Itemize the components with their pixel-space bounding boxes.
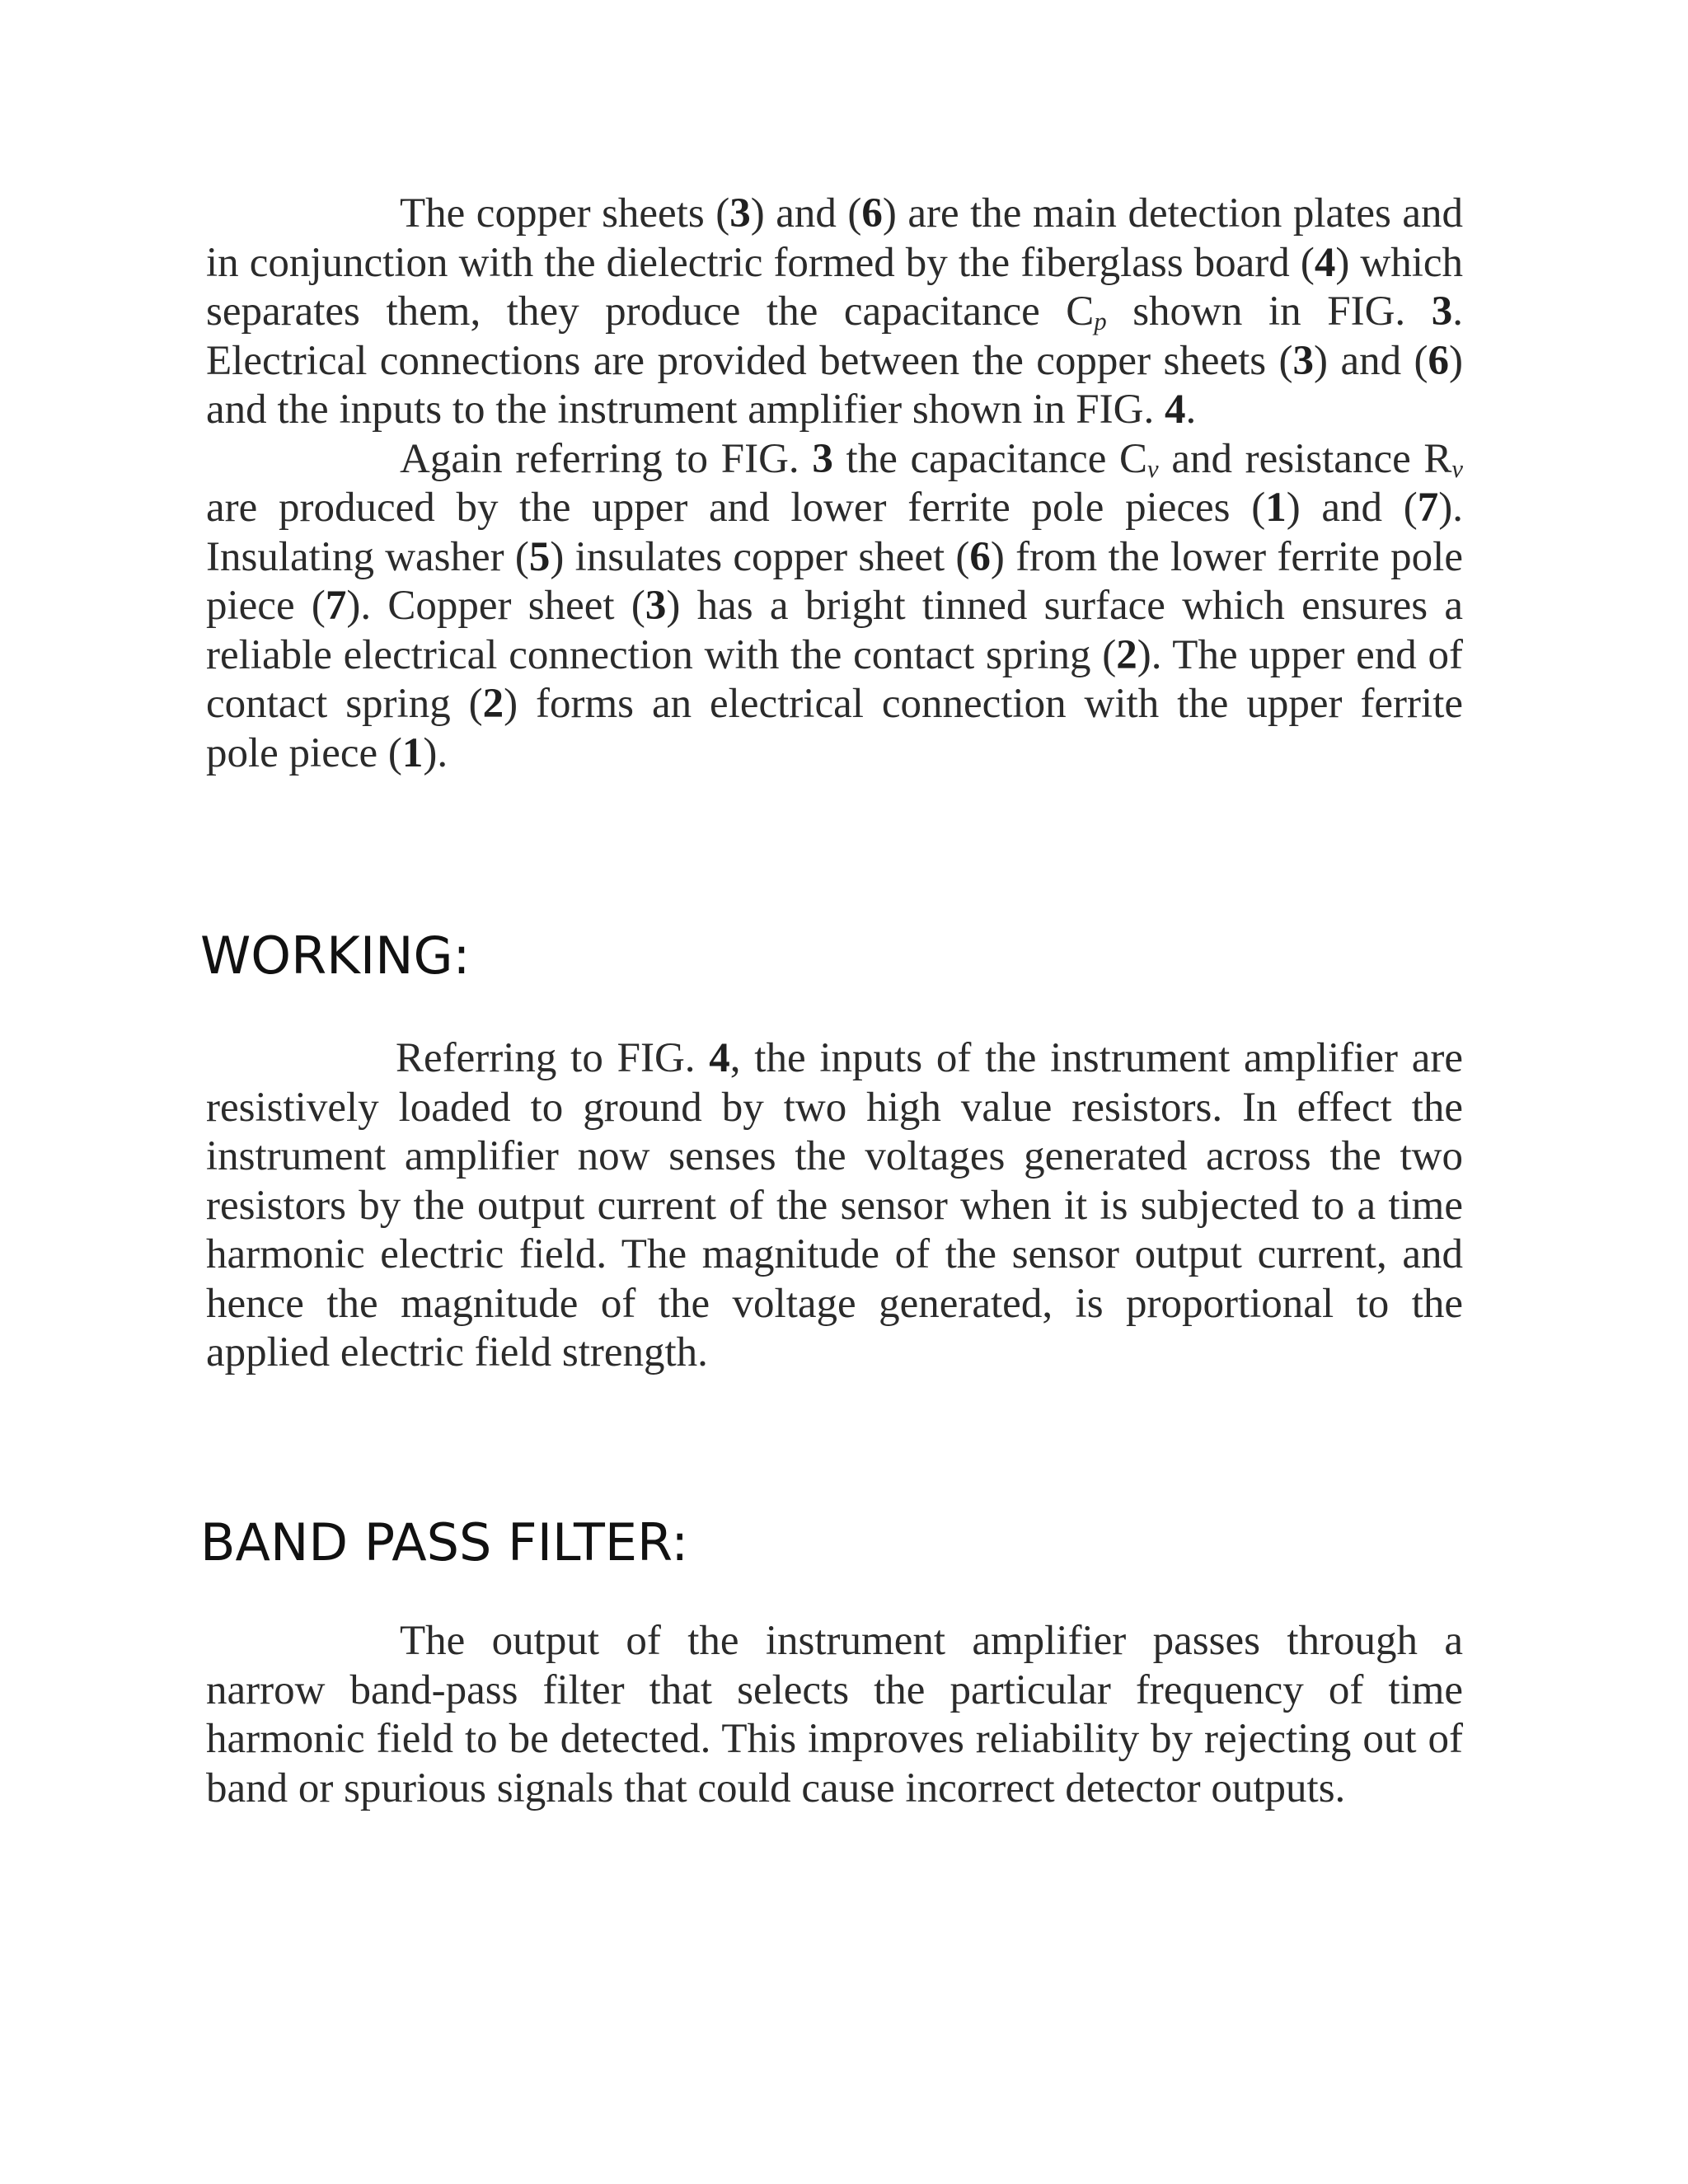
- section-heading-band-pass-filter: BAND PASS FILTER:: [200, 1512, 689, 1572]
- band-pass-filter-text-block: [206, 1617, 1463, 1813]
- paragraph-band-pass-filter: The output of the instrument amplifier passes through a narrow band-pass filter that selects the particular frequency of time harmonic field to be detected. This improves reliability by rejecting out of band or spurious signals that could cause incorrect detector outputs.: [206, 1618, 1463, 1811]
- section-heading-working: WORKING:: [200, 926, 471, 986]
- construction-text-block: [206, 190, 1463, 778]
- paragraph-detection-plates: The copper sheets (3) and (6) are the main detection plates and in conjunction with the dielectric formed by the fiberglass board (4) which separates them, they produce the capacitance $C_p$ shown in FIG. 3. Electrical connections are provided between the copper sheets (3) and (6) and the inputs to the instrument amplifier shown in FIG. 4.: [206, 190, 1463, 433]
- paragraph-working: Referring to FIG. 4, the inputs of the instrument amplifier are resistively loaded to ground by two high value resistors. In effect the instrument amplifier now senses the voltages generated across the two resistors by the output current of the sensor when it is subjected to a time harmonic electric field. The magnitude of the sensor output current, and hence the magnitude of the voltage generated, is proportional to the applied electric field strength.: [206, 1035, 1463, 1376]
- working-text-block: [206, 1034, 1463, 1378]
- paragraph-ferrite-pole-pieces: Again referring to FIG. 3 the capacitance $C_v$ and resistance $R_v$ are produced by the upper and lower ferrite pole pieces (1) and (7). Insulating washer (5) insulates copper sheet (6) from the lower ferrite pole piece (7). Copper sheet (3) has a bright tinned surface which ensures a reliable electrical connection with the contact spring (2). The upper end of contact spring (2) forms an electrical connection with the upper ferrite pole piece (1).: [206, 435, 1464, 776]
